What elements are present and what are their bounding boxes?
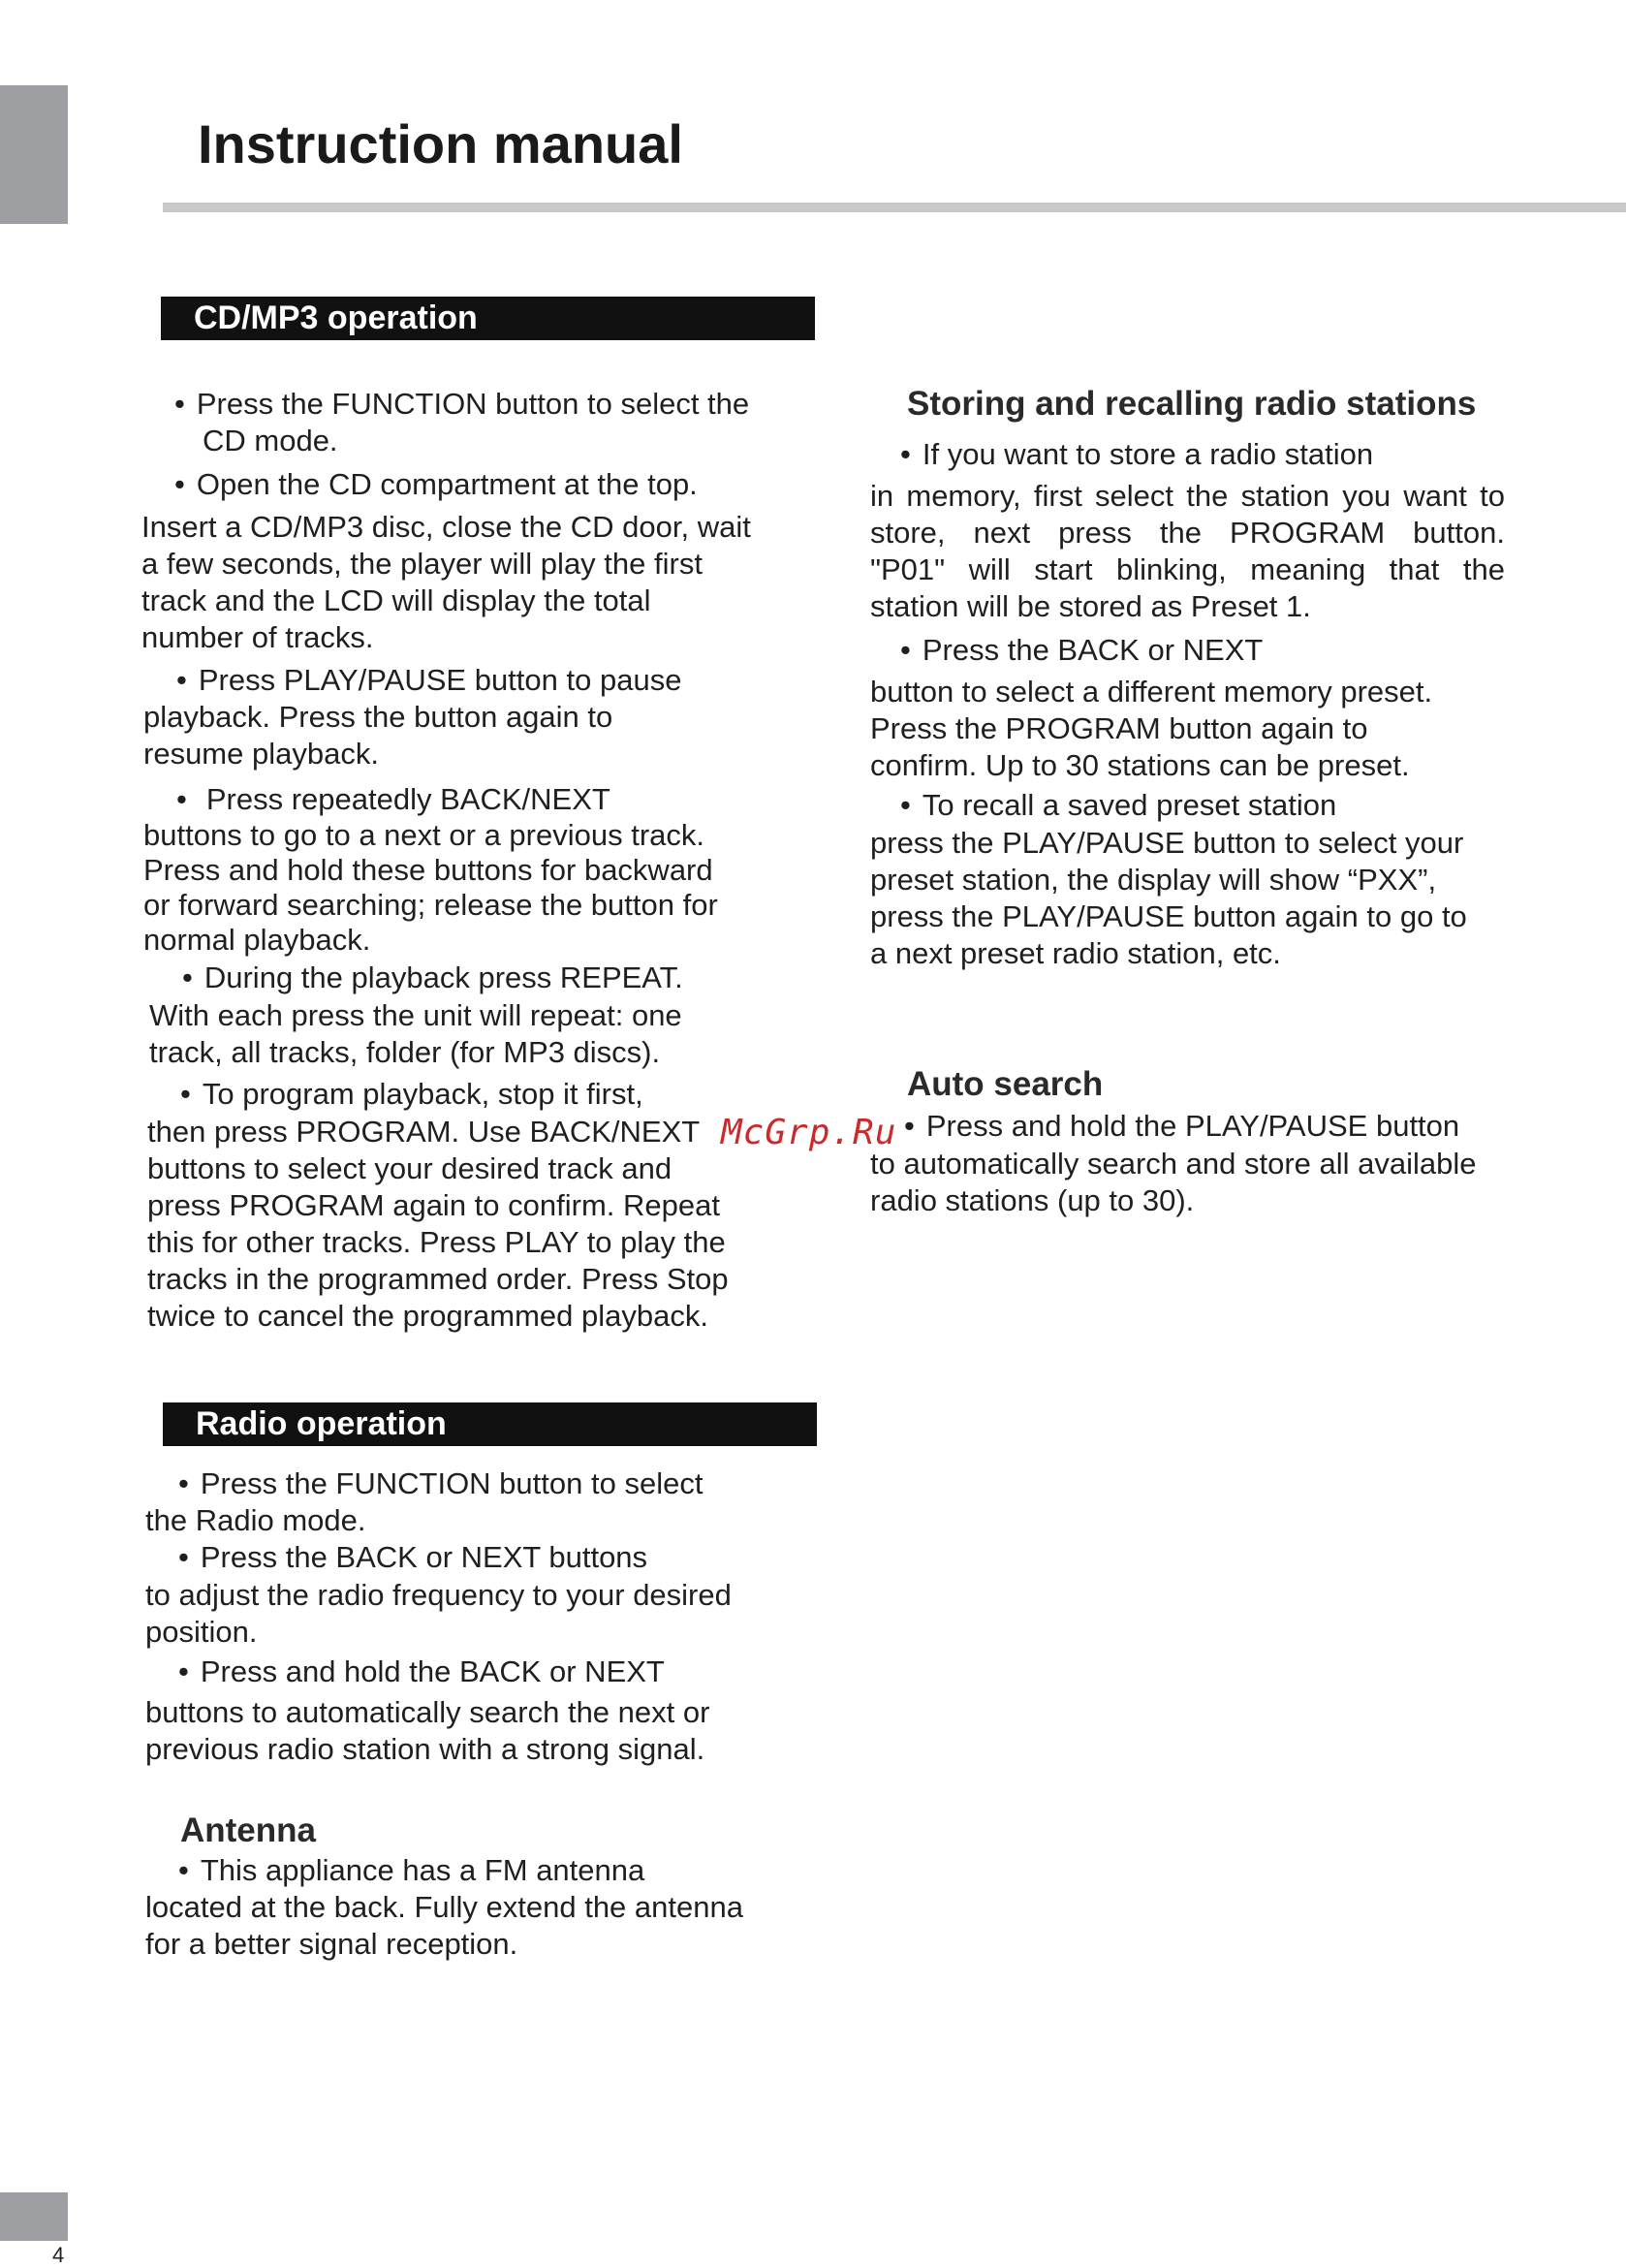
bullet-icon: • bbox=[174, 467, 185, 501]
storing-heading: Storing and recalling radio stations bbox=[907, 385, 1477, 423]
storing-text: press the PLAY/PAUSE button again to go to bbox=[870, 899, 1467, 933]
cd-bullet-1: • Press the FUNCTION button to select the bbox=[174, 387, 750, 421]
cd-text: press PROGRAM again to confirm. Repeat bbox=[147, 1188, 720, 1222]
header-rule bbox=[163, 203, 1626, 212]
watermark: McGrp.Ru bbox=[721, 1113, 897, 1152]
bullet-icon: • bbox=[178, 1853, 189, 1887]
cd-text: then press PROGRAM. Use BACK/NEXT bbox=[147, 1115, 701, 1149]
radio-text: the Radio mode. bbox=[145, 1503, 366, 1537]
cd-text: buttons to select your desired track and bbox=[147, 1151, 672, 1185]
page-title: Instruction manual bbox=[198, 113, 683, 174]
bullet-icon: • bbox=[180, 1077, 191, 1111]
storing-text: preset station, the display will show “PXX”, bbox=[870, 863, 1437, 897]
bullet-icon: • bbox=[900, 633, 911, 667]
bullet-icon: • bbox=[178, 1466, 189, 1500]
cd-text: Insert a CD/MP3 disc, close the CD door, wait bbox=[141, 510, 751, 544]
cd-text: buttons to go to a next or a previous track. bbox=[143, 818, 704, 852]
antenna-heading: Antenna bbox=[180, 1811, 316, 1849]
storing-bullet-1: • If you want to store a radio station bbox=[900, 437, 1374, 471]
radio-text: buttons to automatically search the next or bbox=[145, 1695, 710, 1729]
cd-text: playback. Press the button again to bbox=[143, 700, 613, 734]
cd-text: or forward searching; release the button for bbox=[143, 888, 718, 922]
antenna-text: for a better signal reception. bbox=[145, 1927, 518, 1961]
bullet-icon: • bbox=[182, 961, 193, 994]
radio-text: to adjust the radio frequency to your desired bbox=[145, 1578, 732, 1612]
storing-text: station will be stored as Preset 1. bbox=[870, 589, 1311, 623]
storing-text: "P01" will start blinking, meaning that the bbox=[870, 552, 1505, 586]
radio-bullet-3: • Press and hold the BACK or NEXT bbox=[178, 1654, 665, 1688]
antenna-bullet: • This appliance has a FM antenna bbox=[178, 1853, 645, 1887]
radio-text: previous radio station with a strong signal. bbox=[145, 1732, 705, 1766]
cd-bullet-4: • Press repeatedly BACK/NEXT bbox=[176, 782, 610, 816]
radio-text: position. bbox=[145, 1615, 258, 1649]
bullet-icon: • bbox=[178, 1654, 189, 1688]
bullet-icon: • bbox=[176, 782, 187, 816]
storing-text: press the PLAY/PAUSE button to select your bbox=[870, 826, 1464, 860]
page-number: 4 bbox=[52, 2243, 65, 2267]
cd-text: resume playback. bbox=[143, 737, 379, 771]
storing-text: Press the PROGRAM button again to bbox=[870, 711, 1368, 745]
storing-bullet-2: • Press the BACK or NEXT bbox=[900, 633, 1264, 667]
bullet-icon: • bbox=[900, 788, 911, 822]
cd-text: this for other tracks. Press PLAY to play the bbox=[147, 1225, 726, 1259]
auto-search-text: radio stations (up to 30). bbox=[870, 1183, 1195, 1217]
storing-bullet-3: • To recall a saved preset station bbox=[900, 788, 1337, 822]
cd-text: number of tracks. bbox=[141, 620, 374, 654]
storing-text: store, next press the PROGRAM button. bbox=[870, 516, 1505, 550]
cd-bullet-5: • During the playback press REPEAT. bbox=[182, 961, 683, 994]
radio-bullet-2: • Press the BACK or NEXT buttons bbox=[178, 1540, 648, 1574]
cd-text: Press and hold these buttons for backward bbox=[143, 853, 713, 887]
cd-text: track, all tracks, folder (for MP3 discs). bbox=[149, 1035, 661, 1069]
cd-text: CD mode. bbox=[203, 424, 338, 457]
storing-text: a next preset radio station, etc. bbox=[870, 936, 1281, 970]
storing-text: button to select a different memory preset. bbox=[870, 675, 1433, 709]
antenna-text: located at the back. Fully extend the antenna bbox=[145, 1890, 743, 1924]
auto-search-bullet: • Press and hold the PLAY/PAUSE button bbox=[904, 1109, 1460, 1143]
bullet-icon: • bbox=[174, 387, 185, 421]
bullet-icon: • bbox=[900, 437, 911, 471]
cd-text: tracks in the programmed order. Press Stop bbox=[147, 1262, 729, 1296]
storing-text: in memory, first select the station you want to bbox=[870, 479, 1505, 513]
bullet-icon: • bbox=[176, 663, 187, 697]
cd-bullet-6: • To program playback, stop it first, bbox=[180, 1077, 643, 1111]
cd-text: With each press the unit will repeat: one bbox=[149, 998, 682, 1032]
bullet-icon: • bbox=[178, 1540, 189, 1574]
cd-text: a few seconds, the player will play the first bbox=[141, 547, 703, 581]
bullet-icon: • bbox=[904, 1109, 915, 1143]
cd-section-heading: CD/MP3 operation bbox=[161, 297, 815, 340]
cd-text: twice to cancel the programmed playback. bbox=[147, 1299, 708, 1333]
auto-search-text: to automatically search and store all available bbox=[870, 1147, 1477, 1181]
radio-section-heading: Radio operation bbox=[163, 1402, 817, 1446]
radio-bullet-1: • Press the FUNCTION button to select bbox=[178, 1466, 704, 1500]
cd-bullet-3: • Press PLAY/PAUSE button to pause bbox=[176, 663, 682, 697]
storing-text: confirm. Up to 30 stations can be preset. bbox=[870, 748, 1410, 782]
cd-bullet-2: • Open the CD compartment at the top. bbox=[174, 467, 698, 501]
footer-tab bbox=[0, 2192, 68, 2241]
cd-text: track and the LCD will display the total bbox=[141, 583, 651, 617]
cd-text: normal playback. bbox=[143, 923, 371, 957]
auto-search-heading: Auto search bbox=[907, 1065, 1104, 1103]
section-tab bbox=[0, 85, 68, 224]
